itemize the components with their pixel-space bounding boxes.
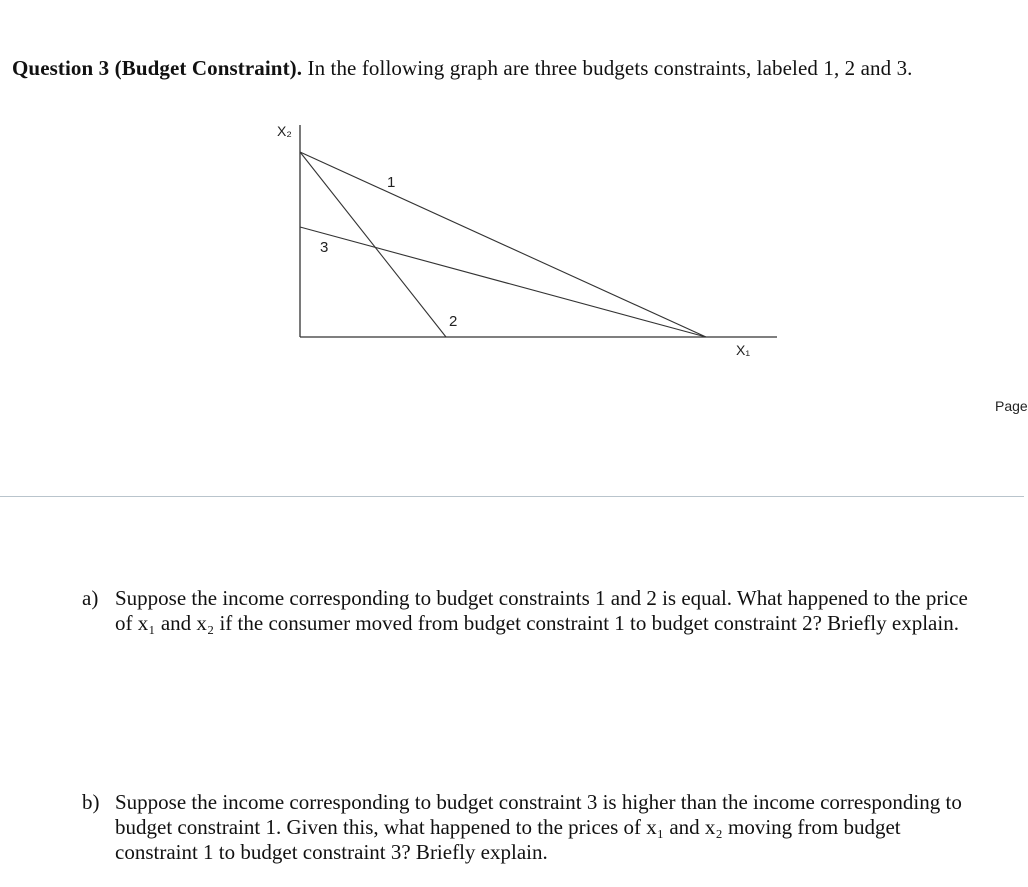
question-intro: In the following graph are three budgets constraints, labeled 1, 2 and 3. — [302, 56, 913, 80]
budget-constraint-graph — [0, 0, 1024, 420]
budget-line-1 — [300, 152, 706, 337]
question-title: Question 3 (Budget Constraint). — [12, 56, 303, 80]
part-b-line: constraint 1 to budget constraint 3? Briefly explain. — [115, 840, 548, 864]
part-a-line: of x₁ and x₂ if the consumer moved from budget constraint 1 to budget constraint 2? Briefly explain. — [115, 611, 959, 635]
part-a-text — [115, 586, 968, 636]
part-b-text — [115, 790, 962, 865]
y-axis-label: X₂ — [277, 123, 292, 139]
line-label-1: 1 — [387, 174, 396, 191]
part-b-line: Suppose the income corresponding to budget constraint 3 is higher than the income corresponding to — [115, 790, 962, 814]
budget-line-3 — [300, 227, 706, 337]
part-b-line: budget constraint 1. Given this, what happened to the prices of x₁ and x₂ moving from budget — [115, 815, 901, 839]
line-label-3: 3 — [320, 239, 329, 256]
part-a-line: Suppose the income corresponding to budget constraints 1 and 2 is equal. What happened to the price — [115, 586, 968, 610]
page-break-divider — [0, 496, 1024, 497]
line-label-2: 2 — [449, 313, 458, 330]
part-a-marker: a) — [82, 586, 99, 610]
x-axis-label: X₁ — [736, 342, 751, 358]
part-b-marker: b) — [82, 790, 100, 814]
page-number-label: Page — [995, 398, 1028, 414]
